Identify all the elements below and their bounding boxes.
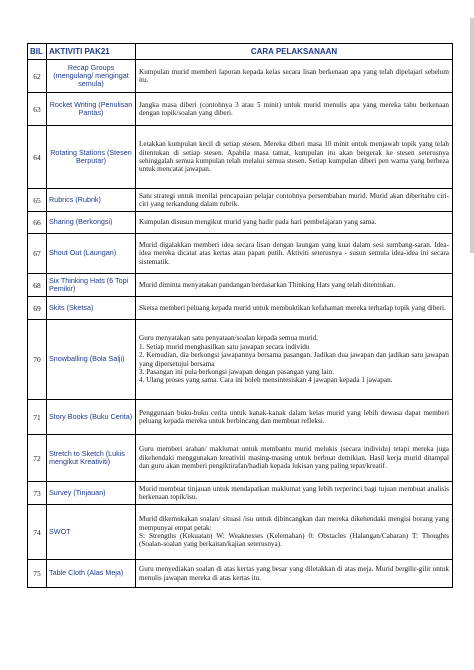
description-line: 4. Ulang proses yang sama. Cara ini boleh mensintesiskan 4 jawapan kepada 1 jawapan. <box>139 376 393 385</box>
activity-description <box>136 482 453 505</box>
row-number: 65 <box>28 189 47 212</box>
header-aktiviti: AKTIVITI PAK21 <box>47 44 136 60</box>
table-row <box>28 400 453 435</box>
description-line: Guru menyatakan satu penyataan/soalan kepada semua murid. <box>139 334 319 343</box>
description-line: Penggunaan buku-buku cerita untuk kanak-kanak dalam kelas murid yang lebih dewasa dapat memberi peluang kepada mereka untuk berbincang dan membuat refleksi. <box>139 408 449 425</box>
activity-description <box>136 435 453 482</box>
table-row <box>28 60 453 93</box>
table-row <box>28 126 453 189</box>
activity-description <box>136 126 453 189</box>
description-line: 3. Pasangan ini pula berkongsi jawapan dengan pasangan yang lain. <box>139 367 335 376</box>
activity-description <box>136 320 453 400</box>
row-number: 64 <box>28 126 47 189</box>
activity-name: Survey (Tinjauan) <box>47 482 136 505</box>
description-line: Letakkan kumpulan kecil di setiap stesen. Mereka diberi masa 10 minit untuk menjawab topik yang telah ditentukan di setiap stesen. Apabila masa tamat, kumpulan itu akan bergerak ke stesen seterusnya sehinggalah semua kumpulan telah melalui semua stesen. Setiap kumpulan diberi pen warna yang berbeza untuk mencatat jawapan. <box>139 140 449 174</box>
description-line: S: Strengths (Kekuatan) W: Weaknesses (Kelemahan) 0: Obstacles (Halangan/Cabaran) T: Thoughts (Soalan-soalan yang berkaitan/kajian seterusnya). <box>139 532 449 549</box>
table-row <box>28 93 453 126</box>
table-row <box>28 297 453 320</box>
description-line: Murid membuat tinjauan untuk mendapatkan maklumat yang lebih terperinci bagi tujuan membuat analisis berkenaan topik/isu. <box>139 484 449 501</box>
activity-name: SWOT <box>47 505 136 560</box>
row-number: 68 <box>28 274 47 297</box>
description-line: Guru menyediakan soalan di atas kertas yang besar yang diletakkan di atas meja. Murid bergilir-gilir untuk menulis jawapan mereka di atas kertas itu. <box>139 565 449 582</box>
row-number: 70 <box>28 320 47 400</box>
row-number: 62 <box>28 60 47 93</box>
activity-name: Six Thinking Hats (6 Topi Pemikir) <box>47 274 136 297</box>
description-line: 2. Kemudian, dia berkongsi jawapannya bersama pasangan. Jadikan dua jawapan dan jadikan satu jawapan yang dipersetujui bersama <box>139 351 449 368</box>
activity-name: Story Books (Buku Cerita) <box>47 400 136 435</box>
table-row <box>28 274 453 297</box>
document-page <box>27 43 452 588</box>
activity-name: Shout Out (Laungan) <box>47 234 136 274</box>
description-line: 1. Setiap murid menghasilkan satu jawapan secara individu <box>139 342 310 351</box>
header-cara: CARA PELAKSANAAN <box>136 44 453 60</box>
activity-name: Stretch to Sketch (Lukis mengikut Kreativiti) <box>47 435 136 482</box>
activity-description <box>136 560 453 588</box>
activity-name: Skits (Sketsa) <box>47 297 136 320</box>
activity-description <box>136 400 453 435</box>
description-line: Murid digalakkan memberi idea secara lisan dengan laungan yang kuat dalam sesi sumbang-saran. Idea-idea mereka dicatat atas kertas atau papan putih. Aktiviti seterusnya - susun semula idea-idea ini secara sistematik. <box>139 240 449 266</box>
description-line: Guru memberi arahan/ maklumat untuk membantu murid melukis (secara individu) tetapi mereka juga dikehendaki menggunakan kreativiti masing-masing untuk berbuat demikian. Hasil kerja murid ditampal dan guru akan memberi pengiktirafan/hadiah kepada lukisan yang paling tepat/kreatif. <box>139 445 449 471</box>
activity-description <box>136 297 453 320</box>
description-line: Kumpulan disusun mengikut murid yang hadir pada hari pembelajaran yang sama. <box>139 218 377 227</box>
scrollbar[interactable] <box>470 18 474 253</box>
activity-name: Rotating Stations (Stesen Berputar) <box>47 126 136 189</box>
activity-description <box>136 212 453 234</box>
row-number: 63 <box>28 93 47 126</box>
activity-table <box>27 43 453 588</box>
row-number: 66 <box>28 212 47 234</box>
description-line: Murid dikemukakan soalan/ situasi /isu untuk dibincangkan dan mereka dikehendaki mengisi borang yang mempunyai empat petak: <box>139 515 449 532</box>
activity-name: Snowballing (Bola Salji) <box>47 320 136 400</box>
table-header-row <box>28 44 453 60</box>
row-number: 74 <box>28 505 47 560</box>
table-row <box>28 560 453 588</box>
table-row <box>28 189 453 212</box>
activity-name: Table Cloth (Alas Meja) <box>47 560 136 588</box>
table-row <box>28 505 453 560</box>
table-row <box>28 212 453 234</box>
table-row <box>28 320 453 400</box>
row-number: 73 <box>28 482 47 505</box>
row-number: 72 <box>28 435 47 482</box>
activity-description <box>136 505 453 560</box>
row-number: 75 <box>28 560 47 588</box>
header-bil: BIL <box>28 44 47 60</box>
activity-description <box>136 189 453 212</box>
activity-description <box>136 234 453 274</box>
description-line: Sketsa memberi peluang kepada murid untuk membuktikan kefahaman mereka terhadap topik yang diberi. <box>139 303 446 312</box>
table-row <box>28 435 453 482</box>
row-number: 71 <box>28 400 47 435</box>
activity-name: Recap Groups (mengulang/ mengingat semula) <box>47 60 136 93</box>
description-line: Satu strategi untuk menilai pencapaian pelajar contohnya persembahan murid. Murid akan diberitahu ciri-ciri yang terkandung dalam rubrik. <box>139 191 449 208</box>
activity-description <box>136 93 453 126</box>
description-line: Murid diminta menyatakan pandangan berdasarkan Thinking Hats yang telah ditentukan. <box>139 280 396 289</box>
activity-description <box>136 274 453 297</box>
description-line: Kumpulan murid memberi laporan kepada kelas secara lisan berkenaan apa yang telah dipelajari sebelum itu. <box>139 67 449 84</box>
activity-name: Rocket Writing (Penulisan Pantas) <box>47 93 136 126</box>
row-number: 67 <box>28 234 47 274</box>
activity-name: Sharing (Berkongsi) <box>47 212 136 234</box>
activity-description <box>136 60 453 93</box>
table-row <box>28 234 453 274</box>
description-line: Jangka masa diberi (contohnya 3 atau 5 minit) untuk murid menulis apa yang mereka tahu berkenaan dengan topik/soalan yang diberi. <box>139 100 449 117</box>
activity-name: Rubrics (Rubrik) <box>47 189 136 212</box>
table-row <box>28 482 453 505</box>
row-number: 69 <box>28 297 47 320</box>
